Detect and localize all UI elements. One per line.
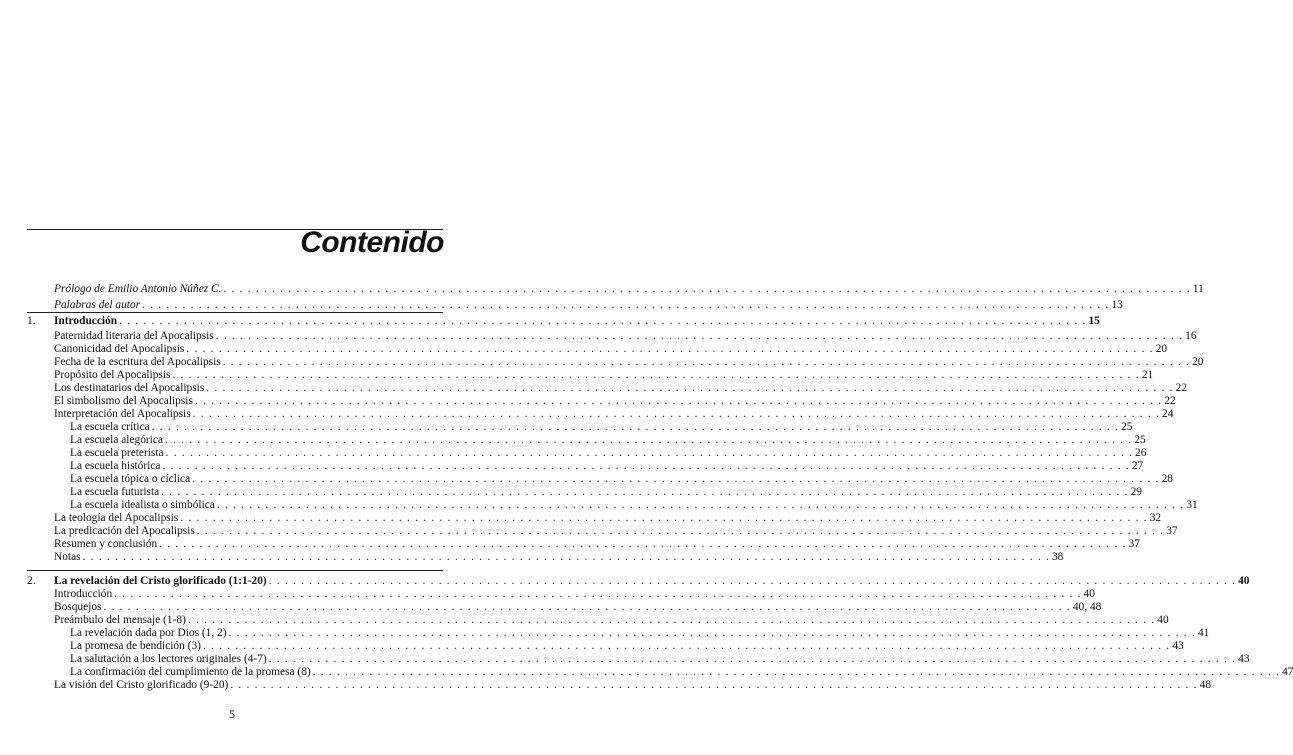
toc-entry-label: La escuela idealista o simbólica	[70, 499, 215, 511]
dot-leader: . . . . . . . . . . . . . . . . . . . . . . . . . . . . . . . . . . . . . . . . . . . . . . . . . . . . . . . . . . . . . . . . . . . . . . . . . . . . . . . . . . . . . . . . . . . . . . . . . . . . . . . . . . . . . . . . . . . . . . . .	[192, 473, 1160, 485]
chapter-number: 2.	[27, 575, 36, 587]
dot-leader: . . . . . . . . . . . . . . . . . . . . . . . . . . . . . . . . . . . . . . . . . . . . . . . . . . . . . . . . . . . . . . . . . . . . . . . . . . . . . . . . . . . . . . . . . . . . . . . . . . . . . . . . . . . . . . . . . . . . . . . .	[186, 343, 1154, 355]
dot-leader: . . . . . . . . . . . . . . . . . . . . . . . . . . . . . . . . . . . . . . . . . . . . . . . . . . . . . . . . . . . . . . . . . . . . . . . . . . . . . . . . . . . . . . . . . . . . . . . . . . . . . . . . . . . . . . . . . . . . . . . .	[82, 551, 1050, 563]
toc-entry-page: 20	[1155, 343, 1168, 355]
toc-entry-label: Canonicidad del Apocalipsis	[54, 343, 185, 355]
dot-leader: . . . . . . . . . . . . . . . . . . . . . . . . . . . . . . . . . . . . . . . . . . . . . . . . . . . . . . . . . . . . . . . . . . . . . . . . . . . . . . . . . . . . . . . . . . . . . . . . . . . . . . . . . . . . . . . . . . . . . . . .	[268, 575, 1237, 587]
chapter-divider	[27, 312, 443, 313]
dot-leader: . . . . . . . . . . . . . . . . . . . . . . . . . . . . . . . . . . . . . . . . . . . . . . . . . . . . . . . . . . . . . . . . . . . . . . . . . . . . . . . . . . . . . . . . . . . . . . . . . . . . . . . . . . . . . . . . . . . . . . . .	[222, 356, 1191, 368]
dot-leader: . . . . . . . . . . . . . . . . . . . . . . . . . . . . . . . . . . . . . . . . . . . . . . . . . . . . . . . . . . . . . . . . . . . . . . . . . . . . . . . . . . . . . . . . . . . . . . . . . . . . . . . . . . . . . . . . . . . . . . . .	[159, 538, 1127, 550]
dot-leader: . . . . . . . . . . . . . . . . . . . . . . . . . . . . . . . . . . . . . . . . . . . . . . . . . . . . . . . . . . . . . . . . . . . . . . . . . . . . . . . . . . . . . . . . . . . . . . . . . . . . . . . . . . . . . . . . . . . . . . . .	[192, 408, 1161, 420]
toc-entry-label: Los destinatarios del Apocalipsis	[54, 382, 205, 394]
page-number: 5	[229, 707, 235, 721]
dot-leader: . . . . . . . . . . . . . . . . . . . . . . . . . . . . . . . . . . . . . . . . . . . . . . . . . . . . . . . . . . . . . . . . . . . . . . . . . . . . . . . . . . . . . . . . . . . . . . . . . . . . . . . . . . . . . . . . . . . . . . . .	[142, 299, 1110, 311]
dot-leader: . . . . . . . . . . . . . . . . . . . . . . . . . . . . . . . . . . . . . . . . . . . . . . . . . . . . . . . . . . . . . . . . . . . . . . . . . . . . . . . . . . . . . . . . . . . . . . . . . . . . . . . . . . . . . . . . . . . . . . . .	[114, 588, 1082, 600]
dot-leader: . . . . . . . . . . . . . . . . . . . . . . . . . . . . . . . . . . . . . . . . . . . . . . . . . . . . . . . . . . . . . . . . . . . . . . . . . . . . . . . . . . . . . . . . . . . . . . . . . . . . . . . . . . . . . . . . . . . . . . . .	[119, 315, 1087, 327]
toc-entry-page: 31	[1186, 499, 1198, 511]
toc-entry-label: La revelación del Cristo glorificado (1:1-20)	[54, 575, 267, 587]
toc-entry-label: Fecha de la escritura del Apocalipsis	[54, 356, 221, 368]
toc-entry[interactable]	[54, 343, 1168, 356]
toc-entry[interactable]	[54, 283, 1204, 296]
toc-entry[interactable]	[70, 434, 1146, 447]
dot-leader: . . . . . . . . . . . . . . . . . . . . . . . . . . . . . . . . . . . . . . . . . . . . . . . . . . . . . . . . . . . . . . . . . . . . . . . . . . . . . . . . . . . . . . . . . . . . . . . . . . . . . . . . . . . . . . . . . . . . . . . .	[206, 382, 1174, 394]
toc-entry-label: La escuela preterista	[70, 447, 164, 459]
toc-entry-page: 38	[1051, 551, 1064, 563]
toc-entry-label: Palabras del autor	[54, 299, 141, 311]
dot-leader: . . . . . . . . . . . . . . . . . . . . . . . . . . . . . . . . . . . . . . . . . . . . . . . . . . . . . . . . . . . . . . . . . . . . . . . . . . . . . . . . . . . . . . . . . . . . . . . . . . . . . . . . . . . . . . . . . . . . . . . .	[216, 499, 1185, 511]
toc-entry-page: 32	[1149, 512, 1162, 524]
toc-entry-label: Preámbulo del mensaje (1-8)	[54, 614, 186, 626]
toc-entry-label: El simbolismo del Apocalipsis	[54, 395, 193, 407]
toc-entry-page: 28	[1161, 473, 1173, 485]
toc-entry-page: 27	[1131, 460, 1144, 472]
page-title: Contenido	[300, 226, 444, 259]
toc-entry[interactable]	[70, 447, 1147, 460]
toc-entry-label: La teología del Apocalipsis	[54, 512, 179, 524]
toc-entry-label: La escuela alegórica	[70, 434, 163, 446]
toc-entry[interactable]	[70, 627, 1210, 640]
toc-entry-label: La escuela tópica o cíclica	[70, 473, 191, 485]
toc-entry-page: 22	[1175, 382, 1188, 394]
toc-entry-label: La salutación a los lectores originales (4-7)	[70, 653, 267, 665]
dot-leader: . . . . . . . . . . . . . . . . . . . . . . . . . . . . . . . . . . . . . . . . . . . . . . . . . . . . . . . . . . . . . . . . . . . . . . . . . . . . . . . . . . . . . . . . . . . . . . . . . . . . . . . . . . . . . . . . . . . . . . . .	[215, 330, 1184, 342]
chapter-divider	[27, 570, 443, 571]
toc-entry-label: Introducción	[54, 315, 118, 327]
toc-entry-page: 22	[1164, 395, 1176, 407]
toc-entry-page: 48	[1199, 679, 1212, 691]
toc-entry[interactable]	[54, 551, 1064, 564]
toc-entry-page: 16	[1185, 330, 1197, 342]
dot-leader: . . . . . . . . . . . . . . . . . . . . . . . . . . . . . . . . . . . . . . . . . . . . . . . . . . . . . . . . . . . . . . . . . . . . . . . . . . . . . . . . . . . . . . . . . . . . . . . . . . . . . . . . . . . . . . . . . . . . . . . .	[228, 627, 1196, 639]
dot-leader: . . . . . . . . . . . . . . . . . . . . . . . . . . . . . . . . . . . . . . . . . . . . . . . . . . . . . . . . . . . . . . . . . . . . . . . . . . . . . . . . . . . . . . . . . . . . . . . . . . . . . . . . . . . . . . . . . . . . . . . .	[223, 283, 1191, 295]
toc-entry-label: Prólogo de Emilio Antonio Núñez C.	[54, 283, 222, 295]
toc-entry-page: 25	[1134, 434, 1146, 446]
toc-entry-page: 40	[1238, 575, 1250, 587]
toc-entry-page: 26	[1135, 447, 1147, 459]
toc-entry-label: La escuela futurista	[70, 486, 160, 498]
toc-entry[interactable]	[54, 679, 1212, 692]
dot-leader: . . . . . . . . . . . . . . . . . . . . . . . . . . . . . . . . . . . . . . . . . . . . . . . . . . . . . . . . . . . . . . . . . . . . . . . . . . . . . . . . . . . . . . . . . . . . . . . . . . . . . . . . . . . . . . . . . . . . . . . .	[196, 525, 1165, 537]
dot-leader: . . . . . . . . . . . . . . . . . . . . . . . . . . . . . . . . . . . . . . . . . . . . . . . . . . . . . . . . . . . . . . . . . . . . . . . . . . . . . . . . . . . . . . . . . . . . . . . . . . . . . . . . . . . . . . . . . . . . . . . .	[161, 486, 1129, 498]
toc-entry-page: 40, 48	[1072, 601, 1102, 613]
dot-leader: . . . . . . . . . . . . . . . . . . . . . . . . . . . . . . . . . . . . . . . . . . . . . . . . . . . . . . . . . . . . . . . . . . . . . . . . . . . . . . . . . . . . . . . . . . . . . . . . . . . . . . . . . . . . . . . . . . . . . . . .	[162, 460, 1130, 472]
dot-leader: . . . . . . . . . . . . . . . . . . . . . . . . . . . . . . . . . . . . . . . . . . . . . . . . . . . . . . . . . . . . . . . . . . . . . . . . . . . . . . . . . . . . . . . . . . . . . . . . . . . . . . . . . . . . . . . . . . . . . . . .	[268, 653, 1237, 665]
toc-entry[interactable]	[54, 525, 1178, 538]
toc-entry[interactable]	[54, 601, 1102, 614]
toc-entry-label: Resumen y conclusión	[54, 538, 158, 550]
toc-entry-page: 13	[1111, 299, 1123, 311]
toc-entry-page: 43	[1238, 653, 1250, 665]
toc-entry[interactable]	[54, 356, 1204, 369]
toc-entry-page: 11	[1192, 283, 1204, 295]
toc-entry[interactable]	[70, 653, 1250, 666]
toc-entry[interactable]	[70, 486, 1142, 499]
dot-leader: . . . . . . . . . . . . . . . . . . . . . . . . . . . . . . . . . . . . . . . . . . . . . . . . . . . . . . . . . . . . . . . . . . . . . . . . . . . . . . . . . . . . . . . . . . . . . . . . . . . . . . . . . . . . . . . . . . . . . . . .	[172, 369, 1140, 381]
dot-leader: . . . . . . . . . . . . . . . . . . . . . . . . . . . . . . . . . . . . . . . . . . . . . . . . . . . . . . . . . . . . . . . . . . . . . . . . . . . . . . . . . . . . . . . . . . . . . . . . . . . . . . . . . . . . . . . . . . . . . . . .	[230, 679, 1198, 691]
dot-leader: . . . . . . . . . . . . . . . . . . . . . . . . . . . . . . . . . . . . . . . . . . . . . . . . . . . . . . . . . . . . . . . . . . . . . . . . . . . . . . . . . . . . . . . . . . . . . . . . . . . . . . . . . . . . . . . . . . . . . . . .	[151, 421, 1120, 433]
toc-entry-page: 37	[1166, 525, 1178, 537]
toc-entry[interactable]	[70, 640, 1184, 653]
toc-entry-page: 29	[1130, 486, 1142, 498]
toc-entry-label: Interpretación del Apocalipsis	[54, 408, 191, 420]
dot-leader: . . . . . . . . . . . . . . . . . . . . . . . . . . . . . . . . . . . . . . . . . . . . . . . . . . . . . . . . . . . . . . . . . . . . . . . . . . . . . . . . . . . . . . . . . . . . . . . . . . . . . . . . . . . . . . . . . . . . . . . .	[312, 666, 1281, 678]
toc-entry[interactable]	[54, 395, 1176, 408]
dot-leader: . . . . . . . . . . . . . . . . . . . . . . . . . . . . . . . . . . . . . . . . . . . . . . . . . . . . . . . . . . . . . . . . . . . . . . . . . . . . . . . . . . . . . . . . . . . . . . . . . . . . . . . . . . . . . . . . . . . . . . . .	[165, 447, 1133, 459]
dot-leader: . . . . . . . . . . . . . . . . . . . . . . . . . . . . . . . . . . . . . . . . . . . . . . . . . . . . . . . . . . . . . . . . . . . . . . . . . . . . . . . . . . . . . . . . . . . . . . . . . . . . . . . . . . . . . . . . . . . . . . . .	[187, 614, 1156, 626]
toc-entry[interactable]	[70, 473, 1173, 486]
toc-entry[interactable]	[54, 369, 1154, 382]
toc-entry-label: La predicación del Apocalipsis	[54, 525, 195, 537]
toc-entry-label: La confirmación del cumplimiento de la promesa (8)	[70, 666, 311, 678]
toc-entry[interactable]	[27, 315, 1100, 328]
toc-entry-page: 40	[1157, 614, 1169, 626]
toc-entry[interactable]	[70, 460, 1144, 473]
toc-entry[interactable]	[54, 614, 1169, 627]
toc-entry-label: La escuela histórica	[70, 460, 161, 472]
toc-entry[interactable]	[54, 408, 1174, 421]
dot-leader: . . . . . . . . . . . . . . . . . . . . . . . . . . . . . . . . . . . . . . . . . . . . . . . . . . . . . . . . . . . . . . . . . . . . . . . . . . . . . . . . . . . . . . . . . . . . . . . . . . . . . . . . . . . . . . . . . . . . . . . .	[202, 640, 1171, 652]
toc-entry-label: Bosquejos	[54, 601, 102, 613]
toc-entry-page: 47	[1282, 666, 1293, 678]
toc-entry-label: La promesa de bendición (3)	[70, 640, 201, 652]
dot-leader: . . . . . . . . . . . . . . . . . . . . . . . . . . . . . . . . . . . . . . . . . . . . . . . . . . . . . . . . . . . . . . . . . . . . . . . . . . . . . . . . . . . . . . . . . . . . . . . . . . . . . . . . . . . . . . . . . . . . . . . .	[103, 601, 1071, 613]
toc-entry[interactable]	[70, 499, 1198, 512]
toc-entry-page: 21	[1141, 369, 1154, 381]
toc-entry[interactable]	[54, 382, 1188, 395]
dot-leader: . . . . . . . . . . . . . . . . . . . . . . . . . . . . . . . . . . . . . . . . . . . . . . . . . . . . . . . . . . . . . . . . . . . . . . . . . . . . . . . . . . . . . . . . . . . . . . . . . . . . . . . . . . . . . . . . . . . . . . . .	[164, 434, 1133, 446]
toc-entry-page: 41	[1197, 627, 1210, 639]
toc-entry[interactable]	[54, 512, 1162, 525]
toc-entry[interactable]	[54, 538, 1140, 551]
dot-leader: . . . . . . . . . . . . . . . . . . . . . . . . . . . . . . . . . . . . . . . . . . . . . . . . . . . . . . . . . . . . . . . . . . . . . . . . . . . . . . . . . . . . . . . . . . . . . . . . . . . . . . . . . . . . . . . . . . . . . . . .	[194, 395, 1163, 407]
toc-entry-label: Propósito del Apocalipsis	[54, 369, 171, 381]
toc-entry-page: 20	[1192, 356, 1204, 368]
toc-entry-label: La visión del Cristo glorificado (9-20)	[54, 679, 229, 691]
toc-entry-page: 43	[1172, 640, 1184, 652]
toc-entry-label: La escuela crítica	[70, 421, 150, 433]
toc-entry[interactable]	[70, 421, 1133, 434]
toc-entry-page: 37	[1128, 538, 1140, 550]
toc-entry[interactable]	[70, 666, 1293, 679]
toc-entry-page: 24	[1162, 408, 1174, 420]
toc-entry-page: 40	[1083, 588, 1095, 600]
toc-entry-label: Introducción	[54, 588, 113, 600]
toc-entry[interactable]	[54, 330, 1197, 343]
toc-entry-page: 25	[1121, 421, 1133, 433]
chapter-number: 1.	[27, 315, 36, 327]
toc-entry[interactable]	[27, 575, 1250, 588]
toc-entry[interactable]	[54, 299, 1123, 312]
toc-entry-page: 15	[1088, 315, 1100, 327]
dot-leader: . . . . . . . . . . . . . . . . . . . . . . . . . . . . . . . . . . . . . . . . . . . . . . . . . . . . . . . . . . . . . . . . . . . . . . . . . . . . . . . . . . . . . . . . . . . . . . . . . . . . . . . . . . . . . . . . . . . . . . . .	[180, 512, 1148, 524]
toc-entry-label: La revelación dada por Dios (1, 2)	[70, 627, 227, 639]
toc-entry-label: Notas	[54, 551, 81, 563]
toc-entry[interactable]	[54, 588, 1095, 601]
toc-entry-label: Paternidad literaria del Apocalipsis	[54, 330, 214, 342]
